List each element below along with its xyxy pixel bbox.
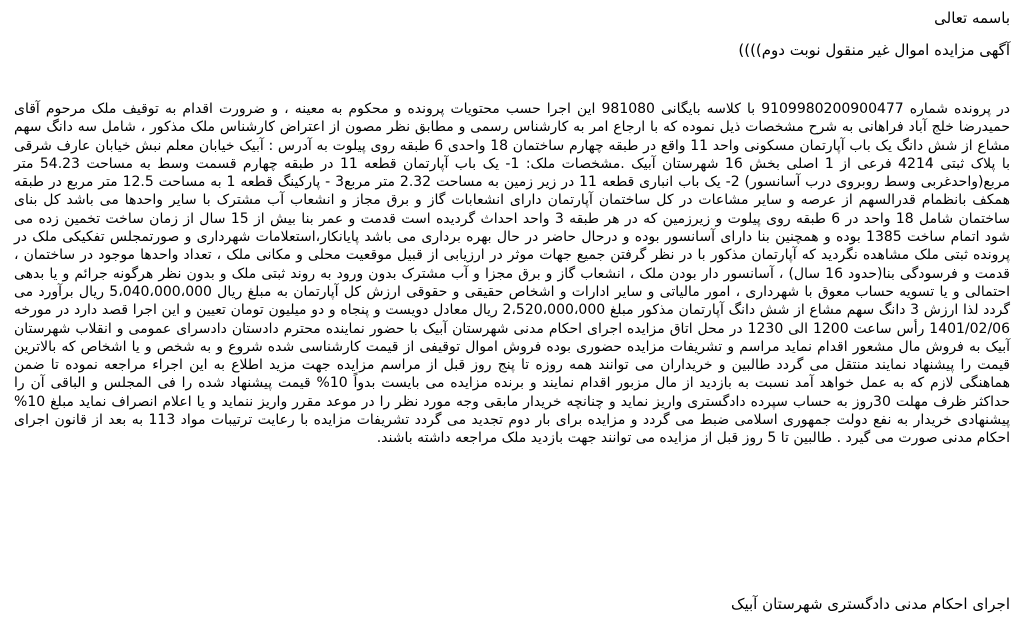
greeting-heading: باسمه تعالی [934,9,1010,27]
notice-title: آگهی مزایده اموال غیر منقول نوبت دوم)))) [738,41,1010,59]
notice-body-paragraph: در پرونده شماره 9109980200900477 با کلاسه بایگانی 981080 این اجرا حسب محتویات پرونده و محکوم به معینه ، و ضرورت اقدام به توقیف ملک مرحوم آقای حمیدرضا خلج آباد فراهانی به شرح مشخصات ذیل نموده که با ارجاع امر به کارشناس رسمی و مطابق نظر مصون از اعتراض کارشناس ملک مذکور ، شامل سه دانگ سهم مشاع از شش دانگ یک باب آپارتمان مسکونی واحد 11 واقع در طبقه چهارم ساختمان 18 واحدی 6 طبقه روی پیلوت به آدرس : آبیک خیابان معلم نبش خیابان عارف شرقی با پلاک ثبتی 4214 فرعی از 1 اصلی بخش 16 شهرستان آبیک .مشخصات ملک: 1- یک باب آپارتمان قطعه 11 در طبقه چهارم قسمت وسط به مساحت 54.23 متر مربع(واحدغربی وسط روبروی درب آسانسور) 2- یک باب انباری قطعه 11 در زیر زمین به مساحت 2.32 متر مربع3 - پارکینگ قطعه 1 به مساحت 12.5 متر مربع در طبقه همکف بانظمام قدرالسهم از عرصه و سایر مشاعات در کل ساختمان آپارتمان دارای انشعابات گاز و برق مجاز و انشعاب آب مشترک با سایر واحدها می باشد کل بنای ساختمان شامل 18 واحد در 6 طبقه روی پیلوت و زیرزمین که در هر طبقه 3 واحد احداث گردیده است قدمت و عمر بنا بیش از 15 سال از زمان ساخت تخمین زده می شود اتمام ساخت 1385 بوده و همچنین بنا دارای آسانسور بوده و درحال حاضر در حال بهره برداری می باشد پایانکار،استعلامات شهرداری و صورتمجلس تفکیکی ملک در پرونده ثبتی ملک مشاهده نگردید که آپارتمان مذکور با در نظر گرفتن جمیع جهات موثر در ارزیابی از قبیل موقعیت محلی و مکانی ملک ، تعداد واحدها موجود در ساختمان ، قدمت و فرسودگی بنا(حدود 16 سال) ، آسانسور دار بودن ملک ، انشعاب گاز و برق مجزا و آب مشترک بدون ورود به روند ثبتی ملک و بدون نظر هرگونه جرائم و یا بدهی احتمالی و یا تسویه حساب معوق با شهرداری ، امور مالیاتی و سایر ادارات و اشخاص حقیقی و حقوقی ارزش کل آپارتمان به مبلغ ریال 5،040،000،000 ریال برآورد می گردد لذا ارزش 3 دانگ سهم مشاع از شش دانگ آپارتمان مذکور مبلغ 2،520،000،000 ریال معادل دویست و پنجاه و دو میلیون تومان تعیین و این اجرا قصد دارد در مورخه 1401/02/06 رأس ساعت 1200 الی 1230 در محل اتاق مزایده اجرای احکام مدنی شهرستان آبیک با حضور نماینده محترم دادستان دادسرای عمومی و انقلاب شهرستان آبیک به فروش مال مشعور اقدام نماید مراسم و تشریفات مزایده حضوری بوده فروش اموال توقیفی از قیمت کارشناسی شده شروع و به شخص و یا اشخاص که بالاترین قیمت را پیشنهاد نمایند منتقل می گردد طالبین و خریداران می توانند همه روزه تا پنج روز قبل از مراسم مزایده جهت مزید اطلاع به این اجراء مراجعه نموده تا ضمن هماهنگی لازم که به عمل خواهد آمد نسبت به بازدید از مال مزبور اقدام نمایند و برنده مزایده می بایست بدواً 10% قیمت پیشنهاد شده را فی المجلس و الباقی آن را حداکثر ظرف مهلت 30روز به حساب سپرده دادگستری واریز نماید و چنانچه خریدار مابقی وجه مورد نظر را در موعد مقرر واریز ننماید و یا اعلام انصراف نماید مبلغ 10% پیشنهادی خریدار به نفع دولت جمهوری اسلامی ضبط می گردد و مزایده برای بار دوم تجدید می گردد تشریفات مزایده با رعایت ترتیبات مواد 113 به بعد از قانون اجرای احکام مدنی صورت می گیرد . طالبین تا 5 روز قبل از مزایده می توانند جهت بازدید ملک مراجعه داشته باشند. [14,101,1011,447]
issuer-signature: اجرای احکام مدنی دادگستری شهرستان آبیک [731,595,1010,613]
